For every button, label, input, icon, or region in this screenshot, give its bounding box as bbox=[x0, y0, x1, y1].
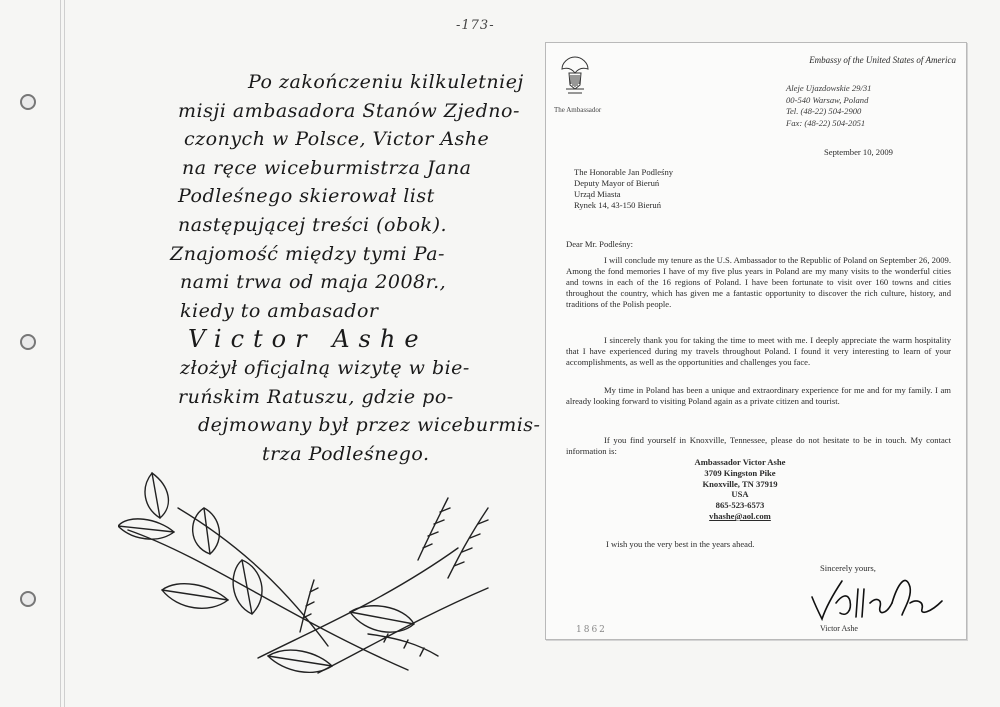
letter-paragraph: My time in Poland has been a unique and extraordinary experience for me and for my family. I am already looking forward to visiting Poland again as a private citizen and tourist. bbox=[566, 385, 951, 406]
recipient-line: The Honorable Jan Podleśny bbox=[574, 167, 674, 177]
handwritten-line: Po zakończeniu kilkuletniej bbox=[248, 71, 524, 93]
contact-block bbox=[670, 457, 810, 522]
handwritten-line: Znajomość między tymi Pa- bbox=[170, 242, 445, 265]
handwritten-line: na ręce wiceburmistrza Jana bbox=[182, 156, 472, 179]
letter-paragraph: I will conclude my tenure as the U.S. Ambassador to the Republic of Poland on September 26, 2009. Among the fond memories I have of my five plus years in Poland are my many visits to the wonderful cities and towns in each of the 16 regions of Poland. I have been fortunate to visit over 160 towns and cities throughout the country, which has given me a fantastic opportunity to discover the rich culture, history, and traditions of the Polish people. bbox=[566, 255, 951, 309]
contact-email: vhashe@aol.com bbox=[709, 510, 771, 521]
handwritten-line: dejmowany był przez wiceburmis- bbox=[198, 414, 541, 437]
contact-line: Ambassador Victor Ashe bbox=[694, 457, 786, 467]
seal-caption: The Ambassador bbox=[554, 106, 602, 114]
recipient-line: Urząd Miasta bbox=[574, 189, 621, 199]
page-number: -173- bbox=[456, 18, 495, 33]
handwritten-line: nami trwa od maja 2008r., bbox=[180, 271, 447, 294]
handwritten-line: trza Podleśnego. bbox=[262, 442, 430, 465]
contact-line: 865-523-6573 bbox=[715, 500, 765, 511]
handwritten-line: ruńskim Ratuszu, gdzie po- bbox=[178, 385, 454, 408]
handwritten-line: Podleśnego skierował list bbox=[178, 185, 435, 208]
letter-paragraph: I sincerely thank you for taking the time to meet with me. I deeply appreciate the warm hospitality that I have experienced during my travels throughout Poland. I found it very interesting to learn of your accomplishments, as well as the opportunities and challenges you face. bbox=[566, 335, 951, 367]
oak-branch-drawing bbox=[118, 468, 518, 683]
margin-line bbox=[60, 0, 61, 707]
contact-line: Knoxville, TN 37919 bbox=[702, 478, 778, 489]
address-line: Tel. (48-22) 504-2900 bbox=[786, 106, 862, 116]
pasted-letter bbox=[545, 42, 967, 640]
embassy-name: Embassy of the United States of America bbox=[809, 55, 956, 65]
signer-name: Victor Ashe bbox=[820, 624, 858, 633]
closing-wish: I wish you the very best in the years ahead. bbox=[606, 539, 755, 549]
punch-hole bbox=[20, 94, 36, 110]
contact-line: USA bbox=[731, 489, 749, 500]
handwritten-line: Victor Ashe bbox=[188, 325, 428, 354]
handwritten-line: kiedy to ambasador bbox=[180, 299, 379, 322]
salutation: Dear Mr. Podleśny: bbox=[566, 239, 634, 249]
address-line: Aleje Ujazdowskie 29/31 bbox=[786, 83, 872, 93]
address-line: 00-540 Warsaw, Poland bbox=[786, 94, 869, 105]
recipient-block bbox=[574, 167, 673, 211]
archive-stamp-mark: 1862 bbox=[576, 625, 607, 635]
handwritten-note bbox=[170, 68, 540, 468]
address-line: Fax: (48-22) 504-2051 bbox=[786, 117, 866, 128]
letter-date: September 10, 2009 bbox=[824, 147, 893, 157]
handwritten-line: złożył oficjalną wizytę w bie- bbox=[180, 356, 470, 379]
letter-paragraph: If you find yourself in Knoxville, Tennessee, please do not hesitate to be in touch. My contact information is: bbox=[566, 435, 951, 456]
eagle-seal-icon bbox=[558, 53, 592, 101]
recipient-line: Rynek 14, 43-150 Bieruń bbox=[574, 200, 662, 210]
recipient-line: Deputy Mayor of Bieruń bbox=[574, 178, 660, 188]
punch-hole bbox=[20, 591, 36, 607]
handwritten-signature bbox=[806, 563, 946, 623]
handwritten-line: następującej treści (obok). bbox=[178, 213, 448, 236]
contact-line: 3709 Kingston Pike bbox=[704, 467, 776, 478]
handwritten-line: misji ambasadora Stanów Zjedno- bbox=[178, 99, 520, 122]
embassy-address bbox=[786, 83, 956, 129]
margin-line bbox=[64, 0, 65, 707]
handwritten-line: czonych w Polsce, Victor Ashe bbox=[184, 128, 490, 151]
complimentary-close: Sincerely yours, bbox=[820, 563, 876, 573]
punch-hole bbox=[20, 334, 36, 350]
